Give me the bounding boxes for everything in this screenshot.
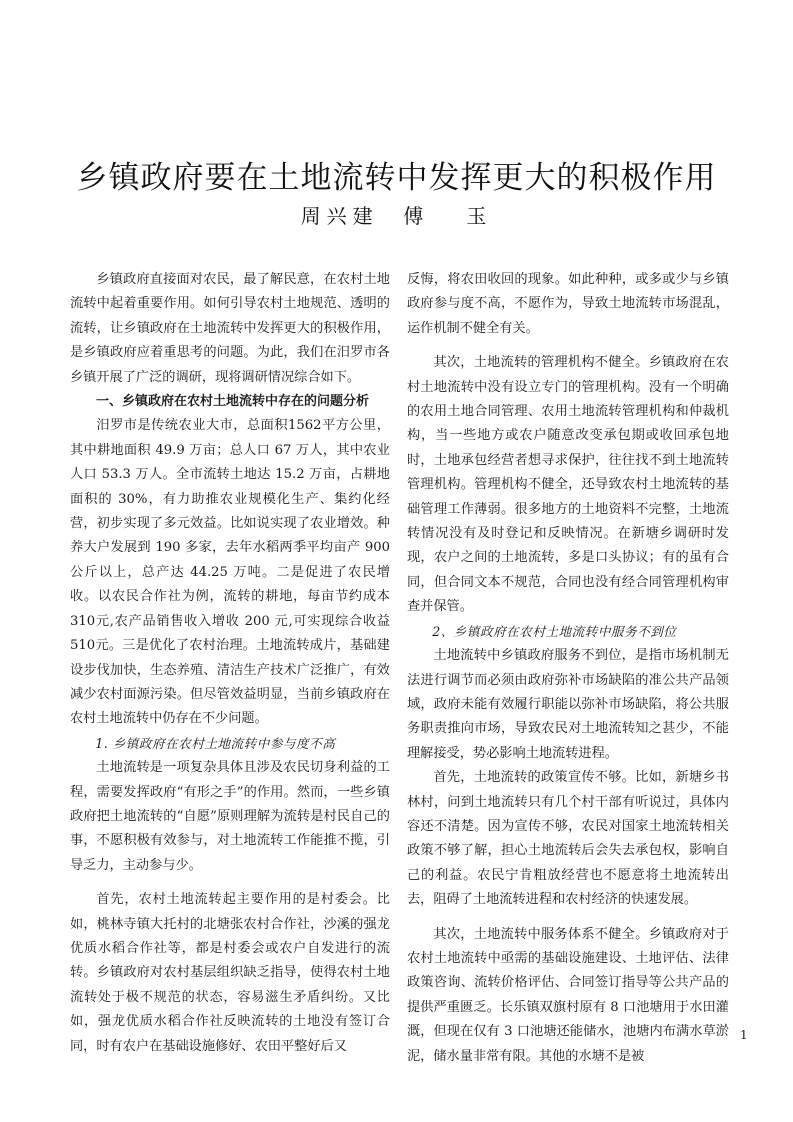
subsection-heading: 1. 乡镇政府在农村土地流转中参与度不高: [95, 735, 336, 751]
paragraph: 乡镇政府直接面对农民，最了解民意，在农村土地流转中起着重要作用。如何引导农村土地规范、透明的流转，让乡镇政府在土地流转中发挥更大的积极作用，是乡镇政府应着重思考的问题。为此，我们在汨罗市各乡镇开展了广泛的调研，现将调研情况综合如下。: [70, 272, 390, 385]
author-line: 周兴建 傅 玉: [300, 204, 493, 228]
right-column: [407, 268, 729, 1069]
section-heading: 一、乡镇政府在农村土地流转中存在的问题分析: [96, 394, 370, 410]
subsection-heading: 2、乡镇政府在农村土地流转中服务不到位: [432, 623, 677, 639]
paragraph: 土地流转是一项复杂具体且涉及农民切身利益的工程，需要发挥政府“有形之手”的作用。然而，一些乡镇政府把土地流转的“自愿”原则理解为流转是村民自己的事，不愿积极有效参与，对土地流转工作能推不揽，引导乏力，主动参与少。: [70, 760, 390, 873]
left-column: [70, 268, 390, 1059]
paragraph: 其次，土地流转中服务体系不健全。乡镇政府对于农村土地流转中亟需的基础设施建设、土地评估、法律政策咨询、流转价格评估、合同签订指导等公共产品的提供严重匮乏。长乐镇双旗村原有 8 口池塘用于水田灌溉，但现在仅有 3 口池塘还能储水，池塘内布满水草淤泥，储水量非常有限。其他的水塘不是被: [407, 926, 729, 1064]
paragraph: 首先，土地流转的政策宣传不够。比如，新塘乡书林村，问到土地流转只有几个村干部有听说过，具体内容还不清楚。因为宣传不够，农民对国家土地流转相关政策不够了解，担心土地流转后会失去承包权，影响自己的利益。农民宁肯粗放经营也不愿意将土地流转出去，阻碍了土地流转进程和农村经济的快速发展。: [407, 770, 729, 908]
paragraph: 其次，土地流转的管理机构不健全。乡镇政府在农村土地流转中没有设立专门的管理机构。没有一个明确的农用土地合同管理、农用土地流转管理机构和仲裁机构，当一些地方或农户随意改变承包期或收回承包地时，土地承包经营者想寻求保护，往往找不到土地流转管理机构。管理机构不健全，还导致农村土地流转的基础管理工作薄弱。很多地方的土地资料不完整，土地流转情况没有及时登记和反映情况。在新塘乡调研时发现，农户之间的土地流转，多是口头协议；有的虽有合同，但合同文本不规范，合同也没有经合同管理机构审查并保管。: [407, 355, 729, 615]
paragraph: 反悔，将农田收回的现象。如此种种，或多或少与乡镇政府参与度不高，不愿作为，导致土地流转市场混乱，运作机制不健全有关。: [407, 272, 729, 336]
paragraph: 汨罗市是传统农业大市，总面积1562平方公里，其中耕地面积 49.9 万亩；总人口 67 万人，其中农业人口 53.3 万人。全市流转土地达 15.2 万亩，占耕地面积的 30%，有力助推农业规模化生产、集约化经营，初步实现了多元效益。比如说实现了农业增效。种养大户发展到 190 多家，去年水稻两季平均亩产 900 公斤以上，总产达 44.25 万吨。二是促进了农民增收。以农民合作社为例，流转的耕地，每亩节约成本 310元,农产品销售收入增收 200 元,可实现综合收益 510元。三是优化了农村治理。土地流转成片，基础建设步伐加快，生态养殖、清洁生产技术广泛推广，有效减少农村面源污染。但尽管效益明显，当前乡镇政府在农村土地流转中仍存在不少问题。: [70, 418, 390, 727]
paragraph: 土地流转中乡镇政府服务不到位，是指市场机制无法进行调节而必须由政府弥补市场缺陷的准公共产品领域，政府未能有效履行职能以弥补市场缺陷，将公共服务职责推向市场，导致农民对土地流转知之甚少，不能理解接受，势必影响土地流转进程。: [407, 648, 729, 761]
page-number: 1: [740, 1028, 748, 1042]
page-title: 乡镇政府要在土地流转中发挥更大的积极作用: [76, 160, 717, 196]
paragraph: 首先，农村土地流转起主要作用的是村委会。比如，桃林寺镇大托村的北塘张农村合作社，沙溪的强龙优质水稻合作社等，都是村委会或农户自发进行的流转。乡镇政府对农村基层组织缺乏指导，使得农村土地流转处于极不规范的状态，容易滋生矛盾纠纷。又比如，强龙优质水稻合作社反映流转的土地没有签订合同，时有农户在基础设施修好、农田平整好后又: [70, 892, 390, 1054]
